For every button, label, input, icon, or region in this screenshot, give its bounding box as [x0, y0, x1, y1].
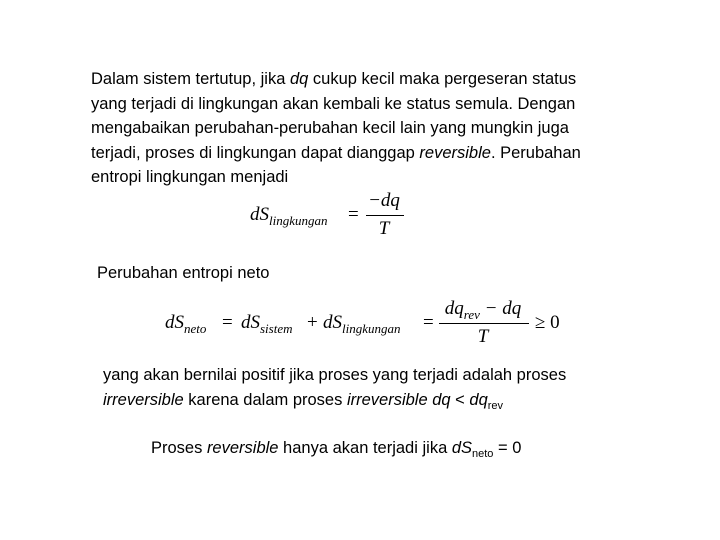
text-line: entropi lingkungan menjadi	[91, 168, 289, 186]
eq-term: dS	[250, 204, 269, 225]
fraction-bar	[439, 323, 529, 324]
paragraph-net-entropy: Perubahan entropi neto	[97, 264, 270, 282]
text: terjadi, proses di lingkungan dapat dianggap	[91, 143, 420, 162]
eq-term: − dq	[479, 298, 522, 319]
eq-term: dS	[165, 312, 184, 333]
fraction-bar	[366, 215, 404, 216]
text-line: yang terjadi di lingkungan akan kembali ke status semula. Dengan	[91, 94, 576, 113]
eq-subscript: lingkungan	[342, 321, 401, 336]
italic-text: reversible	[206, 439, 279, 457]
subscript: neto	[472, 448, 494, 460]
eq-geq-zero: ≥ 0	[535, 312, 560, 333]
text-line	[103, 388, 663, 413]
equation-surroundings-entropy	[250, 190, 410, 245]
italic-text: dq	[289, 70, 309, 88]
eq-term: dq	[444, 298, 464, 319]
text-line: yang akan bernilai positif jika proses yang terjadi adalah proses	[103, 366, 567, 384]
eq-lhs	[250, 204, 328, 226]
text: = 0	[493, 439, 522, 457]
eq-numerator	[437, 298, 529, 320]
eq-term: −dq	[368, 190, 400, 211]
text: Dalam sistem tertutup, jika	[91, 70, 290, 88]
italic-text: dq	[469, 390, 488, 409]
text-line	[91, 67, 651, 92]
text: hanya akan terjadi jika	[278, 439, 452, 457]
eq-term: dS	[241, 312, 260, 333]
eq-subscript: rev	[463, 307, 480, 322]
subscript: rev	[487, 399, 504, 412]
paragraph-positive-value	[103, 363, 663, 412]
eq-equals: =	[423, 312, 434, 333]
eq-term-lingkungan	[323, 312, 401, 334]
text: karena dalam proses	[183, 390, 347, 409]
eq-term: dS	[323, 312, 342, 333]
text-line	[91, 141, 651, 166]
text: cukup kecil maka pergeseran status	[308, 70, 577, 88]
text: . Perubahan	[490, 143, 581, 162]
text-line: mengabaikan perubahan-perubahan kecil lain yang mungkin juga	[91, 119, 569, 137]
eq-term: T	[378, 218, 390, 239]
eq-term-neto	[165, 312, 206, 334]
eq-denominator	[437, 326, 529, 348]
italic-text: irreversible dq	[346, 390, 451, 409]
text: <	[450, 390, 470, 409]
eq-equals: =	[348, 204, 359, 225]
text: Proses	[151, 439, 207, 457]
eq-subscript: sistem	[260, 321, 293, 336]
italic-text: irreversible	[103, 390, 184, 409]
eq-numerator	[364, 190, 404, 212]
equation-net-entropy	[165, 298, 565, 353]
eq-equals: =	[222, 312, 233, 333]
eq-subscript: lingkungan	[269, 213, 328, 228]
eq-term: T	[477, 326, 489, 347]
paragraph-closed-system	[91, 67, 651, 190]
italic-text: reversible	[419, 143, 491, 162]
italic-text: dS	[451, 439, 473, 457]
eq-plus: +	[307, 312, 318, 333]
eq-term-sistem	[241, 312, 293, 334]
paragraph-reversible-condition	[151, 436, 521, 461]
eq-denominator	[364, 218, 404, 240]
eq-subscript: neto	[184, 321, 207, 336]
